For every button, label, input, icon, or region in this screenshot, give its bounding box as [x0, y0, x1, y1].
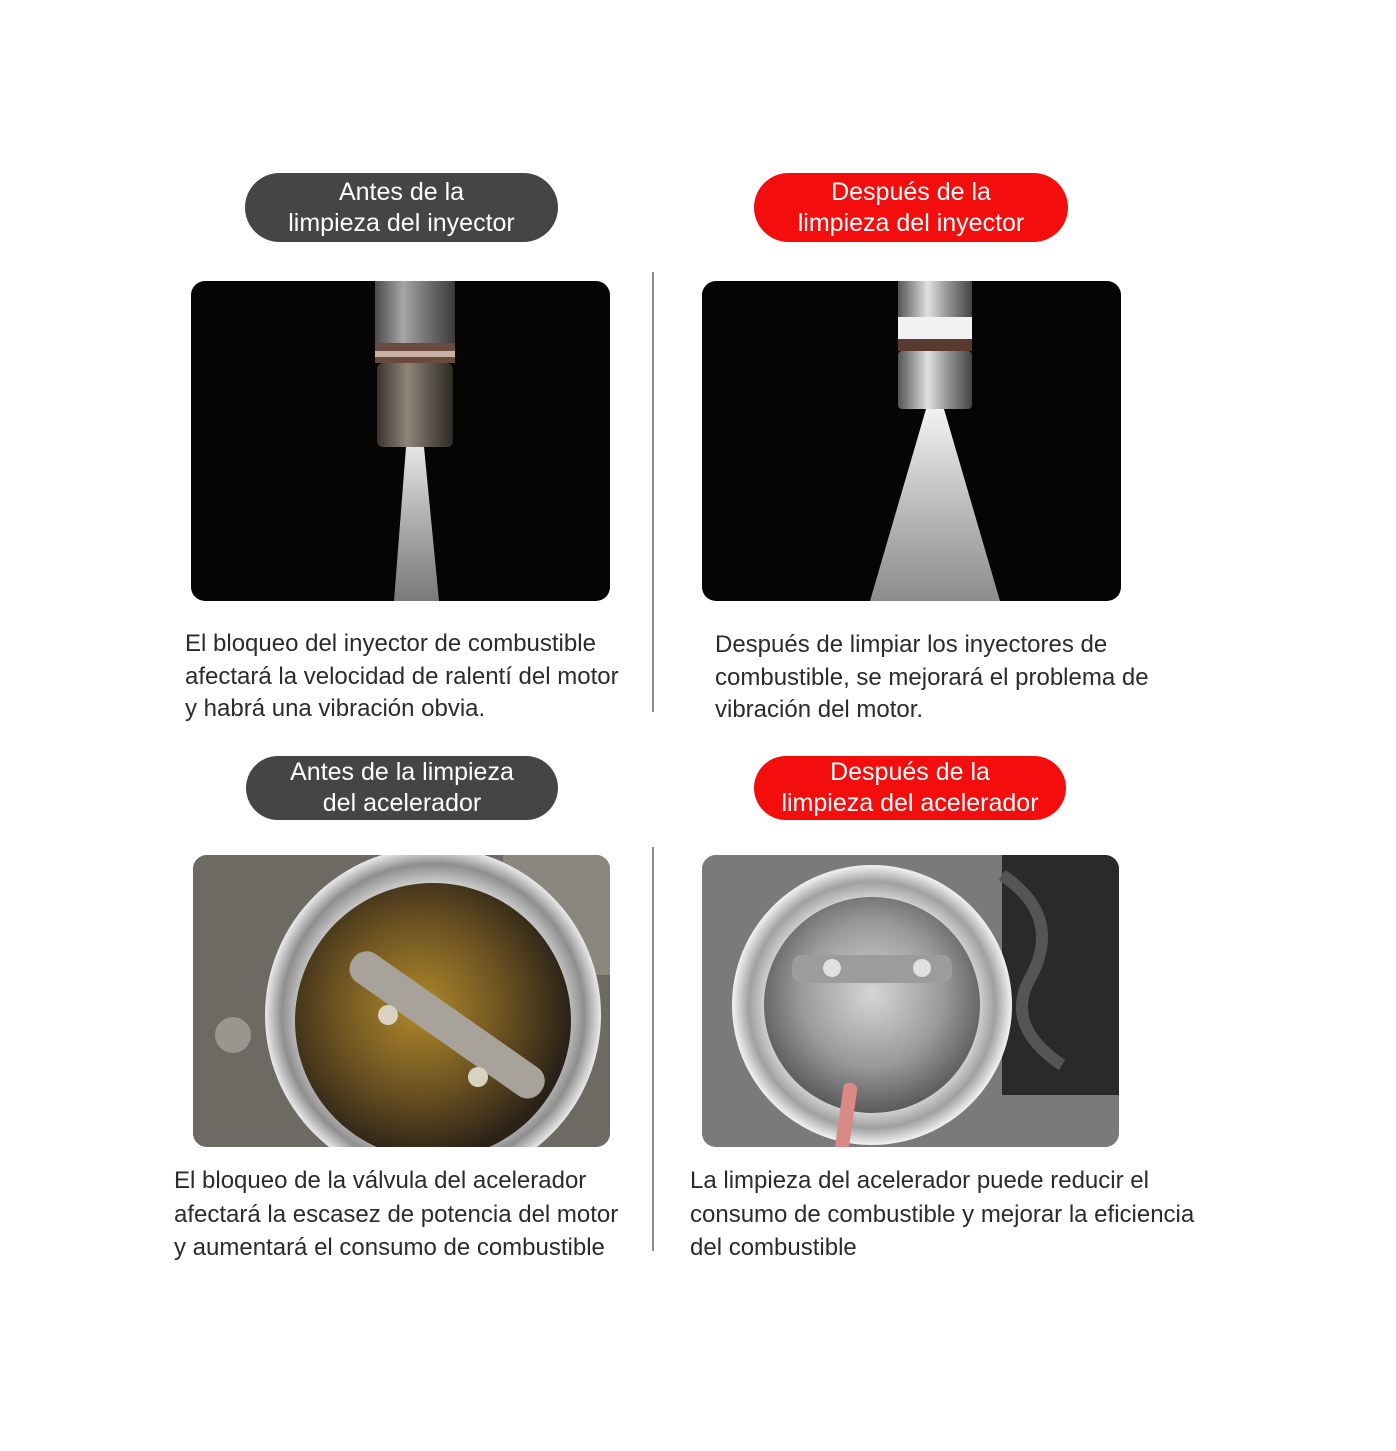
- badge-line: limpieza del inyector: [797, 208, 1025, 237]
- dirty-injector-photo: [191, 281, 610, 601]
- badge-line: Después de la: [830, 758, 990, 786]
- divider-top: [652, 272, 654, 712]
- caption-line: y aumentará el consumo de combustible: [174, 1234, 605, 1261]
- throttle-after-caption: [690, 1164, 1194, 1265]
- badge-line: Antes de la limpieza: [290, 758, 514, 786]
- badge-line: limpieza del inyector: [288, 208, 515, 237]
- caption-line: afectará la velocidad de ralentí del motor: [185, 662, 619, 690]
- throttle-before-caption: [174, 1164, 618, 1265]
- badge-line: Después de la: [831, 177, 991, 206]
- badge-line: limpieza del acelerador: [781, 789, 1039, 817]
- caption-line: El bloqueo de la válvula del acelerador: [174, 1167, 587, 1194]
- throttle-before-badge: [246, 756, 558, 820]
- caption-line: consumo de combustible y mejorar la eficiencia: [690, 1200, 1195, 1228]
- injector-before-badge: [245, 173, 558, 242]
- caption-line: del combustible: [690, 1234, 857, 1261]
- clean-injector-photo: [702, 281, 1121, 601]
- caption-line: Después de limpiar los inyectores de: [715, 631, 1108, 658]
- dirty-throttle-photo: [193, 855, 610, 1147]
- throttle-after-badge: [754, 756, 1066, 820]
- badge-line: Antes de la: [338, 177, 465, 206]
- badge-line: del acelerador: [322, 789, 482, 817]
- injector-after-caption: [715, 629, 1149, 727]
- injector-before-caption: [185, 628, 619, 726]
- caption-line: vibración del motor.: [715, 696, 924, 723]
- divider-bottom: [652, 847, 654, 1251]
- caption-line: combustible, se mejorará el problema de: [715, 663, 1149, 691]
- caption-line: y habrá una vibración obvia.: [185, 695, 486, 722]
- caption-line: El bloqueo del inyector de combustible: [185, 630, 596, 657]
- caption-line: La limpieza del acelerador puede reducir el: [690, 1167, 1149, 1194]
- injector-after-badge: [754, 173, 1068, 242]
- caption-line: afectará la escasez de potencia del motor: [174, 1200, 619, 1228]
- clean-throttle-photo: [702, 855, 1119, 1147]
